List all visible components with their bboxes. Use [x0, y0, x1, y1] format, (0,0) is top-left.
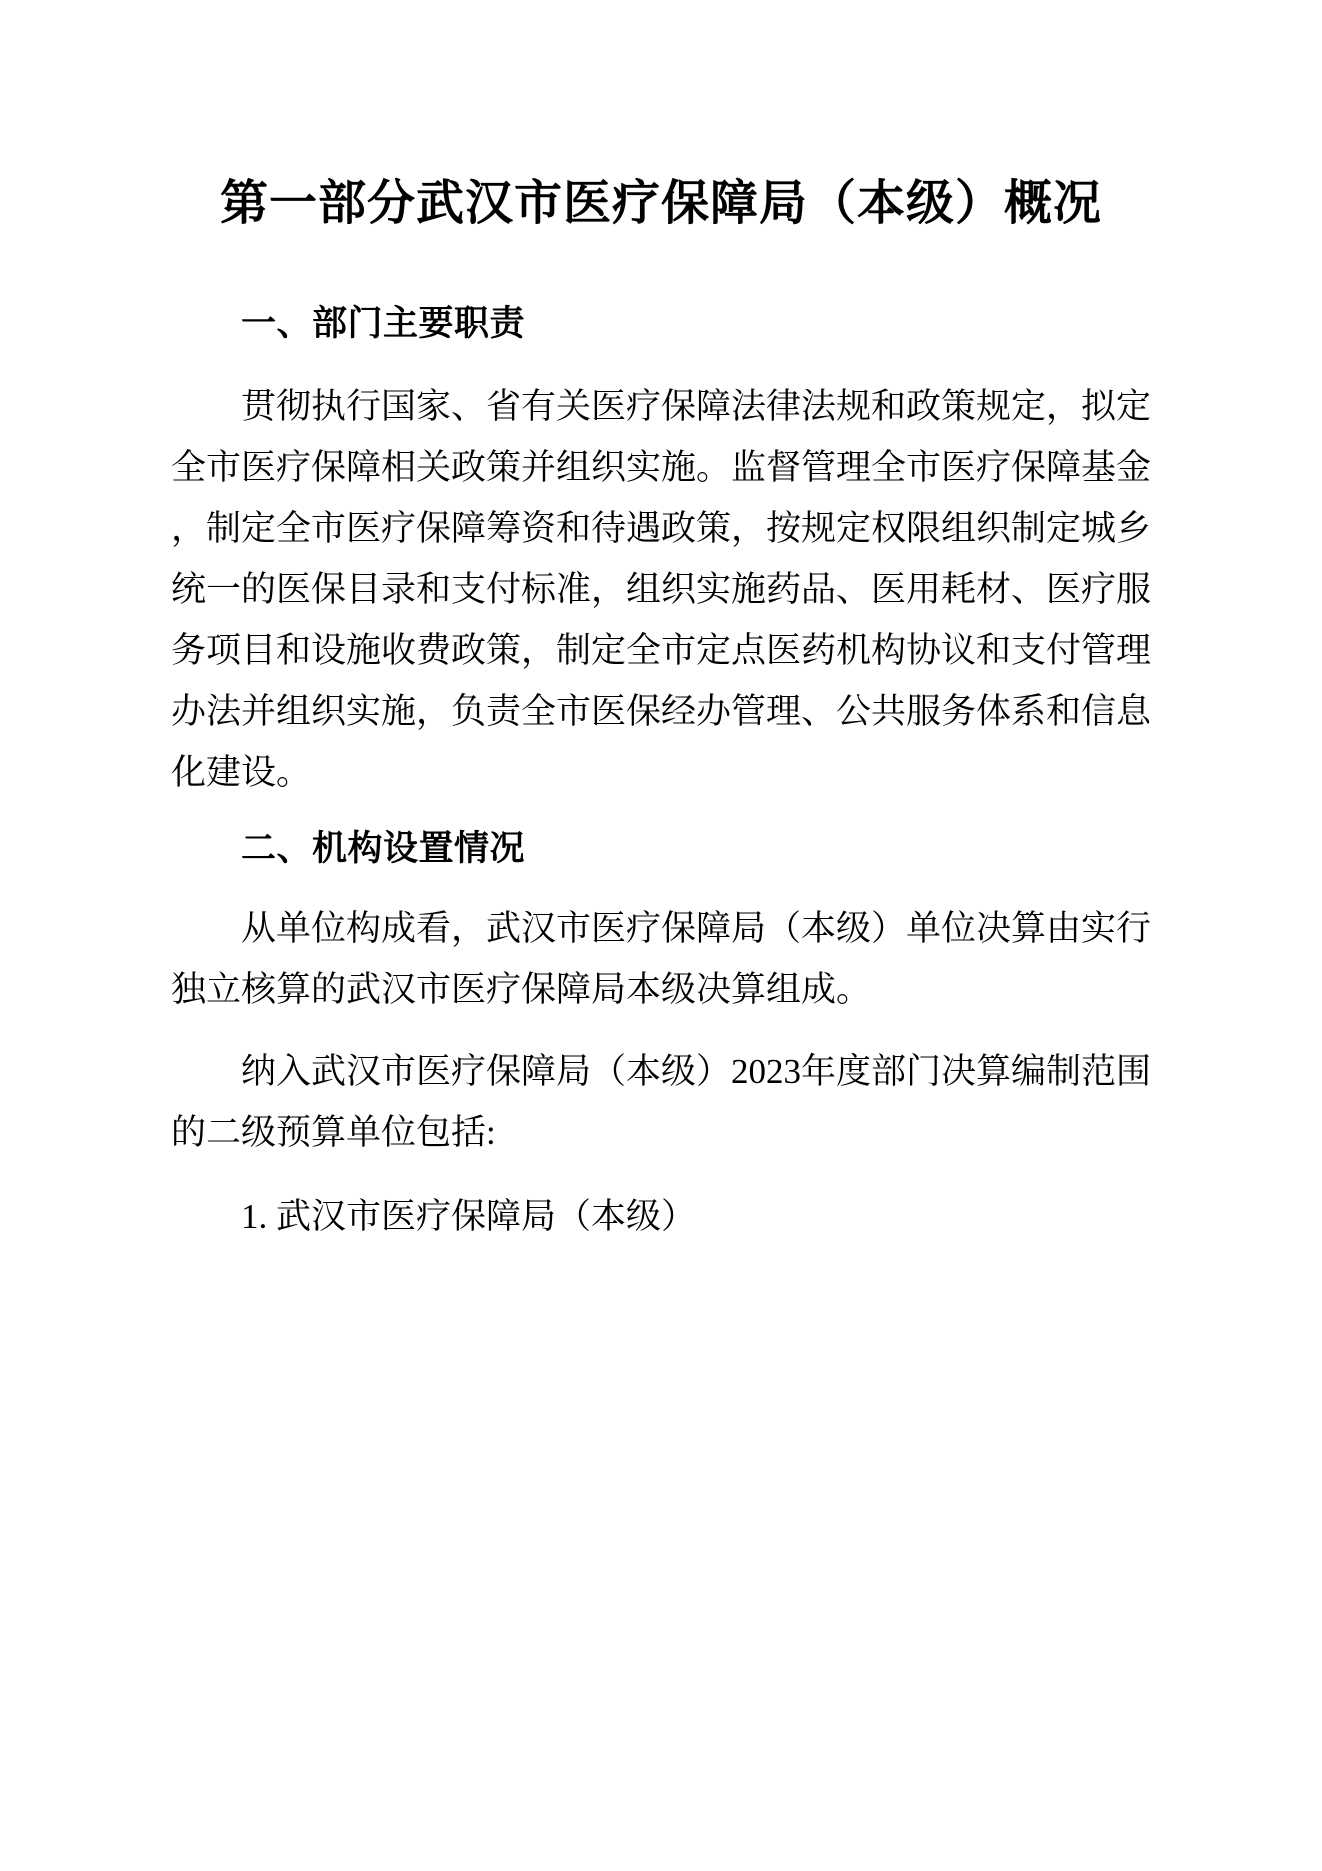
page-title: 第一部分武汉市医疗保障局（本级）概况 [219, 177, 1102, 230]
body-paragraph-duties: 贯彻执行国家、省有关医疗保障法律法规和政策规定，拟定全市医疗保障相关政策并组织实施。监督管理全市医疗保障基金，制定全市医疗保障筹资和待遇政策，按规定权限组织制定城乡统一的医保目录和支付标准，组织实施药品、医用耗材、医疗服务项目和设施收费政策，制定全市定点医药机构协议和支付管理办法并组织实施，负责全市医保经办管理、公共服务体系和信息化建设。 [171, 387, 1152, 792]
body-paragraph-budget-scope: 纳入武汉市医疗保障局（本级）2023年度部门决算编制范围的二级预算单位包括: [171, 1052, 1152, 1152]
section-heading-organization-setup: 二、机构设置情况 [241, 829, 526, 868]
section-heading-department-duties: 一、部门主要职责 [241, 304, 526, 343]
body-paragraph-unit-composition: 从单位构成看，武汉市医疗保障局（本级）单位决算由实行独立核算的武汉市医疗保障局本级决算组成。 [171, 909, 1152, 1009]
numbered-list-item-bureau: 1. 武汉市医疗保障局（本级） [241, 1197, 697, 1236]
